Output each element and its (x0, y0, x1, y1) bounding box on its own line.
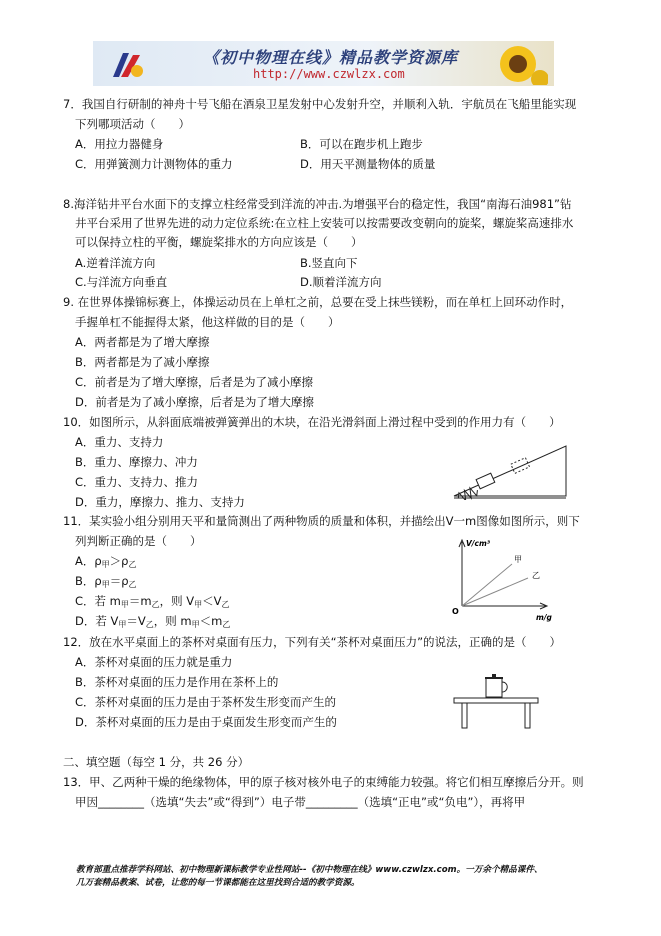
q8-option-a: A.逆着洋流方向 (75, 256, 156, 270)
q9-stem-line2: 手握单杠不能握得太紧，他这样做的目的是（ ） (75, 315, 340, 329)
q12-option-b: B．茶杯对桌面的压力是作用在茶杯上的 (75, 675, 279, 689)
table-leg-right-icon (525, 703, 530, 728)
q12-stem: 12．放在水平桌面上的茶杯对桌面有压力，下列有关“茶杯对桌面压力”的说法，正确的是（ ） (63, 635, 562, 649)
q9-option-d: D．前者是为了减小摩擦，后者是为了增大摩擦 (75, 395, 314, 409)
graph-line1-label: 甲 (514, 555, 522, 564)
q13-stem-line2: 甲因________（选填“失去”或“得到”）电子带_________（选填“正电”或“负电”），再将甲 (75, 795, 526, 809)
q11-v-m-graph (448, 534, 558, 626)
sunflower-icon (488, 43, 548, 85)
q11-option-d: D．若 $V_甲=V_乙$，则 $m_甲<m_乙$ (75, 614, 231, 629)
q13-stem-line1: 13．甲、乙两种干燥的绝缘物体，甲的原子核对核外电子的束缚能力较强。将它们相互摩擦后分开。则 (63, 775, 584, 789)
q12-option-d: D．茶杯对桌面的压力是由于桌面发生形变而产生的 (75, 715, 337, 729)
q7-stem-line1: 7．我国自行研制的神舟十号飞船在酒泉卫星发射中心发射升空，并顺利入轨．宇航员在飞船里能实现 (63, 97, 577, 111)
q11-stem-line1: 11．某实验小组分别用天平和量筒测出了两种物质的质量和体积，并描绘出V一m图像如图所示，则下 (63, 514, 580, 528)
q12-table-cup-diagram (452, 668, 542, 730)
line-yi (462, 578, 528, 606)
q7-option-d: D．用天平测量物体的质量 (300, 157, 436, 171)
q11-option-b: B．$\rho_甲=\rho_乙$ (75, 574, 137, 589)
q10-option-d: D．重力，摩擦力、推力、支持力 (75, 495, 245, 509)
block-later-position-icon (511, 458, 530, 474)
q12-option-a: A．茶杯对桌面的压力就是重力 (75, 655, 233, 669)
graph-xlabel: m/g (536, 613, 552, 622)
q8-option-c: C.与洋流方向垂直 (75, 275, 168, 289)
q10-option-a: A．重力、支持力 (75, 435, 164, 449)
q9-option-c: C．前者是为了增大摩擦，后者是为了减小摩擦 (75, 375, 314, 389)
q7-option-c: C．用弹簧测力计测物体的重力 (75, 157, 233, 171)
q10-option-c: C．重力、支持力、推力 (75, 475, 199, 489)
footer-line1: 教育部重点推荐学科网站、初中物理新课标教学专业性网站--《初中物理在线》www.czwlzx.com。一万余个精品课件、 (76, 865, 543, 875)
header-banner (93, 41, 554, 86)
spring-icon (454, 458, 531, 500)
banner-title: 《初中物理在线》精品教学资源库 (203, 48, 459, 67)
table-top-icon (454, 698, 538, 703)
q11-option-a: A．$\rho_甲>\rho_乙$ (75, 554, 137, 569)
site-logo-icon (107, 47, 147, 81)
q9-stem-line1: 9. 在世界体操锦标赛上，体操运动员在上单杠之前，总要在受上抹些镁粉，而在单杠上回环动作时， (63, 295, 573, 309)
q8-stem-line2: 井平台采用了世界先进的动力定位系统:在立柱上安装可以按需要改变朝向的旋桨，螺旋桨高速排水 (75, 216, 574, 230)
q10-stem: 10．如图所示，从斜面底端被弹簧弹出的木块，在沿光滑斜面上滑过程中受到的作用力有（ ） (63, 415, 561, 429)
graph-origin: O (452, 607, 459, 616)
q8-option-d: D.顺着洋流方向 (300, 275, 382, 289)
q12-option-c: C．茶杯对桌面的压力是由于茶杯发生形变而产生的 (75, 695, 337, 709)
q8-option-b: B.竖直向下 (300, 256, 358, 270)
q11-option-c: C．若 $m_甲=m_乙$，则 $V_甲<V_乙$ (75, 594, 230, 609)
q8-stem-line3: 可以保持立柱的平衡，螺旋桨排水的方向应该是（ ） (75, 235, 363, 249)
q9-option-b: B．两者都是为了减小摩擦 (75, 355, 210, 369)
q9-option-a: A．两者都是为了增大摩擦 (75, 335, 210, 349)
q10-incline-diagram (452, 440, 570, 500)
q11-stem-line2: 列判断正确的是（ ） (75, 534, 202, 548)
table-leg-left-icon (462, 703, 467, 728)
q7-option-b: B．可以在跑步机上跑步 (300, 137, 423, 151)
q10-option-b: B．重力、摩擦力、冲力 (75, 455, 198, 469)
banner-url: http://www.czwlzx.com (253, 67, 405, 81)
graph-ylabel: V/cm³ (466, 539, 491, 548)
line-jia (462, 564, 512, 606)
wood-block-icon (476, 473, 495, 489)
graph-line2-label: 乙 (532, 571, 540, 580)
footer-line2: 几万套精品教案、试卷，让您的每一节课都能在这里找到合适的教学资源。 (76, 878, 360, 888)
section-title: 二、填空题（每空 1 分，共 26 分） (63, 755, 250, 769)
q7-option-a: A．用拉力器健身 (75, 137, 164, 151)
teacup-icon (485, 674, 507, 697)
q7-stem-line2: 下列哪项活动（ ） (75, 117, 190, 131)
q8-stem-line1: 8.海洋钻井平台水面下的支撑立柱经常受到洋流的冲击.为增强平台的稳定性，我国“南海石油981”钻 (63, 197, 572, 211)
